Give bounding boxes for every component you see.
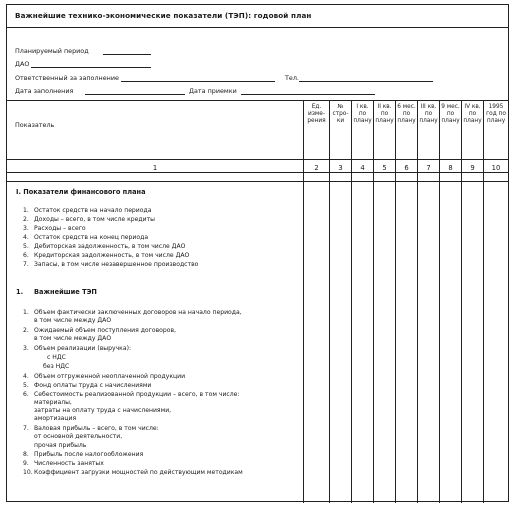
- section2-subitem: без НДС: [43, 363, 70, 370]
- col-number-3: 3: [338, 164, 343, 172]
- section1-item: 6. Кредиторская задолженность, в том числе ДАО: [23, 252, 190, 259]
- section2-subitem: прочая прибыль: [34, 442, 87, 449]
- tel-label: Тел.: [285, 74, 299, 82]
- col-number-2: 2: [314, 164, 319, 172]
- fill-date-label: Дата заполнения: [15, 87, 74, 95]
- section2-item: 9. Численность занятых: [23, 460, 104, 467]
- col-header-q1: I кв. по плану: [353, 104, 372, 125]
- section2-subitem: с НДС: [47, 354, 66, 361]
- section1-item: 3. Расходы – всего: [23, 225, 86, 232]
- col-header-6m: 6 мес. по плану: [397, 104, 416, 125]
- section1-item: 5. Дебиторская задолженность, в том числе ДАО: [23, 243, 186, 250]
- form-title: Важнейшие технико-экономические показатели (ТЭП): годовой план: [15, 11, 312, 20]
- col-number-5: 5: [382, 164, 387, 172]
- period-field[interactable]: [103, 54, 151, 55]
- table-header-line: [7, 159, 508, 160]
- section1-item: 4. Остаток средств на конец периода: [23, 234, 149, 241]
- col-header-row-no: № стро-ки: [332, 104, 349, 125]
- section2-item: 8. Прибыль после налогообложения: [23, 451, 144, 458]
- col-number-1: 1: [152, 164, 158, 172]
- section2-item: 4. Объем отгруженной неоплаченной продукции: [23, 373, 186, 380]
- section2-item: 7. Валовая прибыль – всего, в том числе:: [23, 425, 159, 432]
- col-header-unit: Ед. изме-рения: [307, 104, 326, 125]
- title-divider: [7, 27, 508, 28]
- section2-item: 6. Себестоимость реализованной продукции – всего, в том числе:: [23, 391, 240, 398]
- section2-number: 1.: [16, 288, 24, 296]
- section2-subitem: материалы,: [34, 399, 72, 406]
- col-number-8: 8: [448, 164, 453, 172]
- col-divider-6: [417, 100, 418, 503]
- section2-item: 10.Коэффициент загрузки мощностей по действующим методикам: [23, 469, 243, 476]
- table-body-line: [7, 181, 508, 182]
- section2-item: 5. Фонд оплаты труда с начислениями: [23, 382, 152, 389]
- col-divider-8: [461, 100, 462, 503]
- section2-subitem: амортизация: [34, 415, 77, 422]
- col-divider-2: [329, 100, 330, 503]
- indicator-header: Показатель: [15, 121, 55, 129]
- section2-subitem: от основной деятельности,: [34, 433, 123, 440]
- col-header-year: 1995 год по плану: [486, 104, 506, 125]
- col-header-q3: III кв. по плану: [419, 104, 438, 125]
- table-top-line: [7, 100, 508, 101]
- dao-label: ДАО: [15, 60, 30, 68]
- section2-subitem: в том числе между ДАО: [34, 335, 112, 342]
- accept-date-field[interactable]: [241, 94, 375, 95]
- section2-item: 3. Объем реализации (выручка):: [23, 345, 132, 352]
- section2-title: Важнейшие ТЭП: [34, 288, 97, 296]
- section1-item: 7. Запасы, в том числе незавершенное производство: [23, 261, 199, 268]
- section1-item: 2. Доходы – всего, в том числе кредиты: [23, 216, 155, 223]
- col-header-9m: 9 мес. по плану: [441, 104, 460, 125]
- section1-title: I. Показатели финансового плана: [16, 188, 146, 196]
- col-divider-3: [351, 100, 352, 503]
- fill-date-field[interactable]: [85, 94, 185, 95]
- section2-subitem: затраты на оплату труда с начислениями,: [34, 407, 172, 414]
- col-header-q4: IV кв. по плану: [463, 104, 482, 125]
- section1-item: 1. Остаток средств на начало периода: [23, 207, 152, 214]
- section2-item: 2. Ожидаемый объем поступления договоров,: [23, 327, 177, 334]
- table-numbers-line: [7, 172, 508, 173]
- responsible-field[interactable]: [121, 81, 275, 82]
- col-divider-1: [303, 100, 304, 503]
- responsible-label: Ответственный за заполнение: [15, 74, 119, 82]
- section2-item: 1. Объем фактически заключенных договоров на начало периода,: [23, 309, 242, 316]
- dao-field[interactable]: [31, 67, 151, 68]
- section2-subitem: в том числе между ДАО: [34, 317, 112, 324]
- tep-form: [6, 4, 509, 502]
- col-number-9: 9: [470, 164, 475, 172]
- period-label: Планируемый период: [15, 47, 89, 55]
- col-divider-9: [483, 100, 484, 503]
- col-divider-7: [439, 100, 440, 503]
- col-divider-5: [395, 100, 396, 503]
- col-header-q2: II кв. по плану: [375, 104, 394, 125]
- col-number-6: 6: [404, 164, 409, 172]
- tel-field[interactable]: [299, 81, 433, 82]
- col-divider-4: [373, 100, 374, 503]
- col-number-4: 4: [360, 164, 365, 172]
- col-number-10: 10: [491, 164, 501, 172]
- col-number-7: 7: [426, 164, 431, 172]
- accept-date-label: Дата приемки: [189, 87, 237, 95]
